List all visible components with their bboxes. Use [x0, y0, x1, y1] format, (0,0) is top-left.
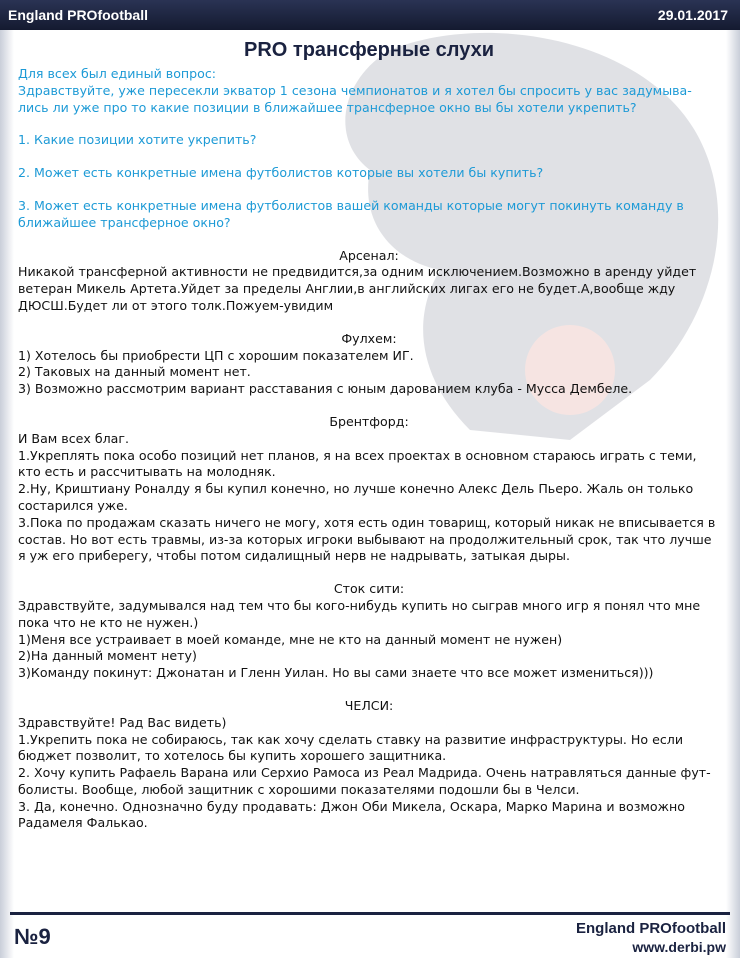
section-brentford [18, 414, 720, 565]
answer-line: 3.Пока по продажам сказать ничего не могу, хотя есть один товарищ, который никак не вписывается в состав. Но вот есть травмы, из-за которых игроки выбывают на продолжительный срок, так что лучше я уж его приберегу, чтобы потом сидалищный нерв не надрывать, затыкая дыры. [18, 514, 716, 564]
answer-line: 1)Меня все устраивает в моей команде, мне не кто на данный момент не нужен) [18, 631, 563, 647]
page-number: №9 [14, 924, 51, 949]
left-edge-shade [0, 30, 14, 958]
intro-lead: Для всех был единый вопрос: [18, 66, 217, 81]
footer-brand: England PROfootball [576, 920, 726, 937]
footer-brand-block [576, 920, 726, 955]
answer-line: 2) Таковых на данный момент нет. [18, 364, 251, 380]
answer-line: 2)На данный момент нету) [18, 648, 197, 664]
answer-line: 2. Хочу купить Рафаель Варана или Серхио Рамоса из Реал Мадрида. Очень натравляться данные фут-болисты. Вообще, любой защитник с хорошими показателями подошли бы в Челси. [18, 765, 711, 797]
answer-line: 3)Команду покинут: Джонатан и Гленн Уилан. Но вы сами знаете что все может измениться))) [18, 665, 654, 681]
answer-line: Здравствуйте, задумывался над тем что бы кого-нибудь купить но сыграв много игр я понял что мне пока что не кто не нужен.) [18, 597, 701, 630]
section-arsenal [18, 248, 720, 315]
question-2: 2. Может есть конкретные имена футболистов которые вы хотели бы купить? [18, 165, 544, 181]
answer-line: Никакой трансферной активности не предвидится,за одним исключением.Возможно в аренду уйдет ветеран Микель Артета.Уйдет за пределы Англии,в английских лигах его не будет.А,вообще жду ДЮСШ.Будет ли от этого толк.Пожуем-увидим [18, 264, 697, 313]
header-date: 29.01.2017 [657, 7, 728, 23]
answer-line: 3. Да, конечно. Однозначно буду продавать: Джон Оби Микела, Оскара, Марко Марина и возможно Радамеля Фалькао. [18, 798, 685, 831]
section-stoke [18, 581, 720, 682]
team-name: ЧЕЛСИ: [344, 697, 394, 713]
intro [18, 66, 720, 232]
answer-line: Здравствуйте! Рад Вас видеть) [18, 714, 227, 730]
page-title: PRO трансферные слухи [244, 39, 494, 61]
intro-text: Здравствуйте, уже пересекли экватор 1 сезона чемпионатов и я хотел бы спросить у вас задумыва-лись ли уже про то какие позиции в ближайшее трансферное окно вы бы хотели укрепить? [18, 82, 692, 115]
footer-site: www.derbi.pw [632, 939, 726, 955]
team-name: Арсенал: [339, 247, 399, 263]
footer [0, 912, 740, 958]
answer-line: 1.Укреплять пока особо позиций нет планов, я на всех проектах в основном стараюсь играть с теми, кто есть и рассчитывать на молодняк. [18, 447, 697, 480]
question-3: 3. Может есть конкретные имена футболистов вашей команды которые могут покинуть команду в ближайшее трансферное окно? [18, 197, 684, 230]
answer-line: 2.Ну, Криштиану Роналду я бы купил конечно, но лучше конечно Алекс Дель Пьеро. Жаль он только состарился уже. [18, 481, 694, 513]
answer-line: 1.Укрепить пока не собираюсь, так как хочу сделать ставку на развитие инфраструктуры. Но если бюджет позволит, то хотелось бы купить хорошего защитника. [18, 731, 684, 764]
team-name: Фулхем: [341, 330, 397, 346]
article [18, 38, 720, 832]
question-1: 1. Какие позиции хотите укрепить? [18, 132, 257, 148]
header-brand: England PROfootball [8, 7, 148, 23]
section-fulham [18, 331, 720, 398]
answer-line: 3) Возможно рассмотрим вариант расставания с юным дарованием клуба - Мусса Дембеле. [18, 381, 633, 397]
answer-line: И Вам всех благ. [18, 430, 129, 446]
section-chelsea [18, 698, 720, 832]
team-name: Брентфорд: [329, 413, 409, 429]
footer-divider [10, 912, 730, 915]
answer-line: 1) Хотелось бы приобрести ЦП с хорошим показателем ИГ. [18, 347, 414, 363]
team-name: Сток сити: [333, 581, 405, 597]
